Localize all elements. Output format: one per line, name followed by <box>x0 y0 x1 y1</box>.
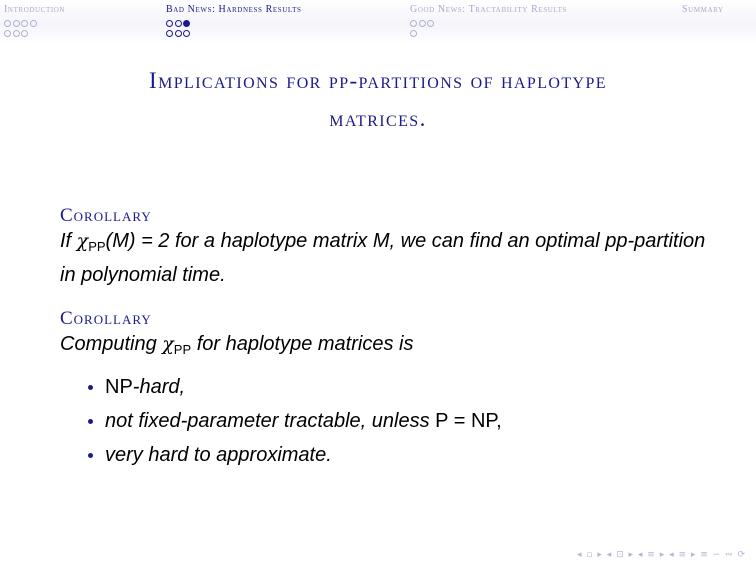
list-item <box>60 404 710 438</box>
list-item <box>60 438 710 472</box>
beamer-nav-icons[interactable]: ◂ ▫ ▸ ◂ ⊡ ▸ ◂ ≡ ▸ ◂ ≡ ▸ ≡ ∽ ∾ ⟳ <box>577 550 746 560</box>
frame-dot-icon[interactable] <box>30 20 37 27</box>
dot-row <box>166 18 301 28</box>
chi-symbol: χ <box>76 230 89 252</box>
text-rest: for a haplotype matrix M, we can find an optimal pp-partition in polynomial time. <box>60 230 706 286</box>
frame-dot-icon[interactable] <box>427 20 434 27</box>
current-frame-dot-icon[interactable] <box>183 20 190 27</box>
navigation-bar <box>0 0 756 44</box>
section-summary[interactable] <box>682 4 724 18</box>
frame-dot-icon[interactable] <box>410 20 417 27</box>
frame-dot-icon[interactable] <box>13 20 20 27</box>
frame-dot-icon[interactable] <box>166 20 173 27</box>
section-bad-news[interactable] <box>166 4 301 38</box>
slide-title <box>0 62 756 138</box>
list-item <box>60 370 710 404</box>
dot-row <box>166 28 301 38</box>
item-text-fpt: not fixed-parameter tractable, unless <box>105 410 436 432</box>
frame-dot-icon[interactable] <box>166 30 173 37</box>
text-arg: (M) = 2 <box>105 230 170 252</box>
text-if: If <box>60 230 77 252</box>
frame-dot-icon[interactable] <box>183 30 190 37</box>
frame-dot-icon[interactable] <box>175 20 182 27</box>
dot-row <box>4 28 65 38</box>
lead-post: for haplotype matrices is <box>191 333 414 355</box>
corollary-lead <box>60 330 710 364</box>
subsection-dots <box>166 18 301 38</box>
corollary-text <box>60 227 710 289</box>
corollary-heading: Corollary <box>60 308 152 329</box>
chi-symbol: χ <box>162 333 174 355</box>
frame-dot-icon[interactable] <box>13 30 20 37</box>
bullet-icon <box>88 453 93 458</box>
bullet-icon <box>88 419 93 424</box>
chi-subscript: PP <box>173 342 192 357</box>
dot-row <box>4 18 65 28</box>
frame-dot-icon[interactable] <box>21 20 28 27</box>
frame-dot-icon[interactable] <box>4 20 11 27</box>
slide-title-line1: Implications for pp-partitions of haplotype <box>149 68 607 93</box>
chi-subscript: PP <box>88 239 106 254</box>
item-text-approx: very hard to approximate. <box>105 444 332 466</box>
item-text-hard: -hard, <box>132 376 186 398</box>
section-label: Summary <box>682 4 724 15</box>
item-text-p-np: P = NP <box>435 410 497 432</box>
bullet-icon <box>88 385 93 390</box>
section-label: Introduction <box>4 4 66 15</box>
corollary-block-1 <box>60 205 710 289</box>
section-good-news[interactable] <box>410 4 567 38</box>
frame-dot-icon[interactable] <box>21 30 28 37</box>
corollary-list <box>60 370 710 472</box>
subsection-dots <box>410 18 567 38</box>
frame-dot-icon[interactable] <box>410 30 417 37</box>
item-text-np: NP <box>105 376 133 398</box>
frame-dot-icon[interactable] <box>419 20 426 27</box>
section-label: Good News: Tractability Results <box>410 4 567 15</box>
dot-row <box>410 18 567 28</box>
lead-pre: Computing <box>60 333 163 355</box>
item-text-comma: , <box>496 410 502 432</box>
dot-row <box>410 28 567 38</box>
corollary-heading: Corollary <box>60 205 152 226</box>
subsection-dots <box>4 18 65 38</box>
slide-title-line2: matrices. <box>329 106 427 131</box>
frame-dot-icon[interactable] <box>4 30 11 37</box>
section-label: Bad News: Hardness Results <box>166 4 302 15</box>
frame-dot-icon[interactable] <box>175 30 182 37</box>
corollary-block-2 <box>60 308 710 472</box>
section-introduction[interactable] <box>4 4 65 38</box>
